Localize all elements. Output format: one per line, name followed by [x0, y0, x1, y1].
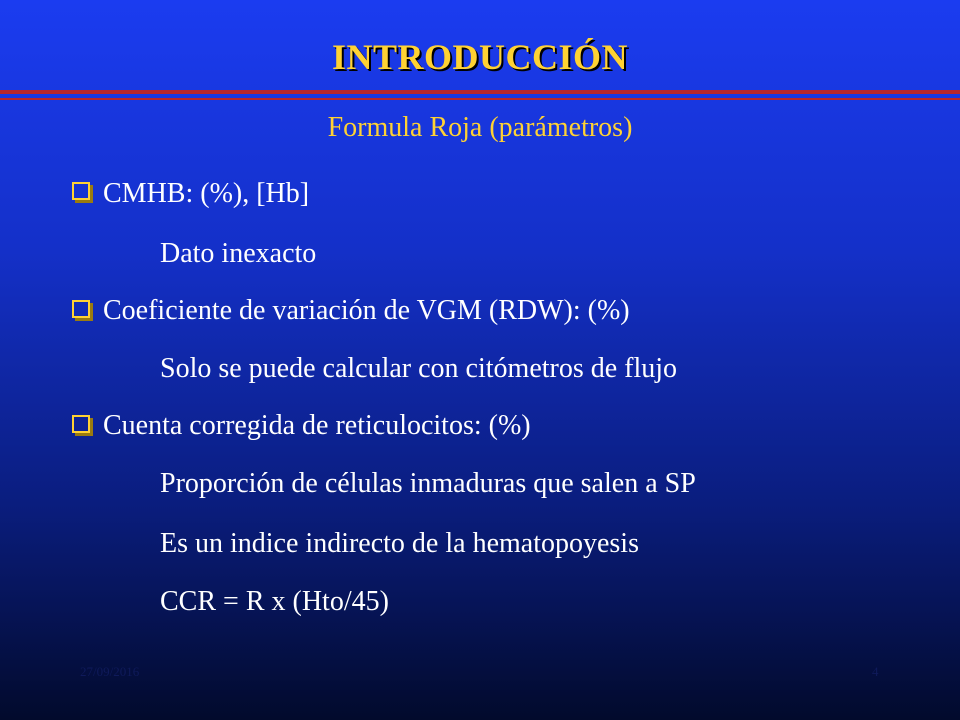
bullet-item: Cuenta corregida de reticulocitos: (%): [103, 410, 531, 441]
footer-date: 27/09/2016: [80, 664, 140, 679]
title-divider-thick: [0, 90, 960, 94]
sub-item: Solo se puede calcular con citómetros de flujo: [160, 353, 678, 384]
bullet-item: Coeficiente de variación de VGM (RDW): (%): [103, 295, 630, 326]
sub-item: Es un indice indirecto de la hematopoyesis: [160, 528, 639, 559]
bullet-item: CMHB: (%), [Hb]: [103, 178, 310, 209]
slide-subtitle: Formula Roja (parámetros): [327, 112, 633, 143]
checkbox-bullet-icon: [72, 182, 90, 200]
slide-title: INTRODUCCIÓN: [331, 37, 629, 77]
footer-page-number: 4: [872, 664, 879, 679]
sub-item: CCR = R x (Hto/45): [160, 586, 389, 617]
sub-item: Proporción de células inmaduras que salen a SP: [160, 468, 696, 499]
sub-item: Dato inexacto: [160, 238, 317, 269]
title-divider-thin: [0, 98, 960, 100]
checkbox-bullet-icon: [72, 415, 90, 433]
checkbox-bullet-icon: [72, 300, 90, 318]
